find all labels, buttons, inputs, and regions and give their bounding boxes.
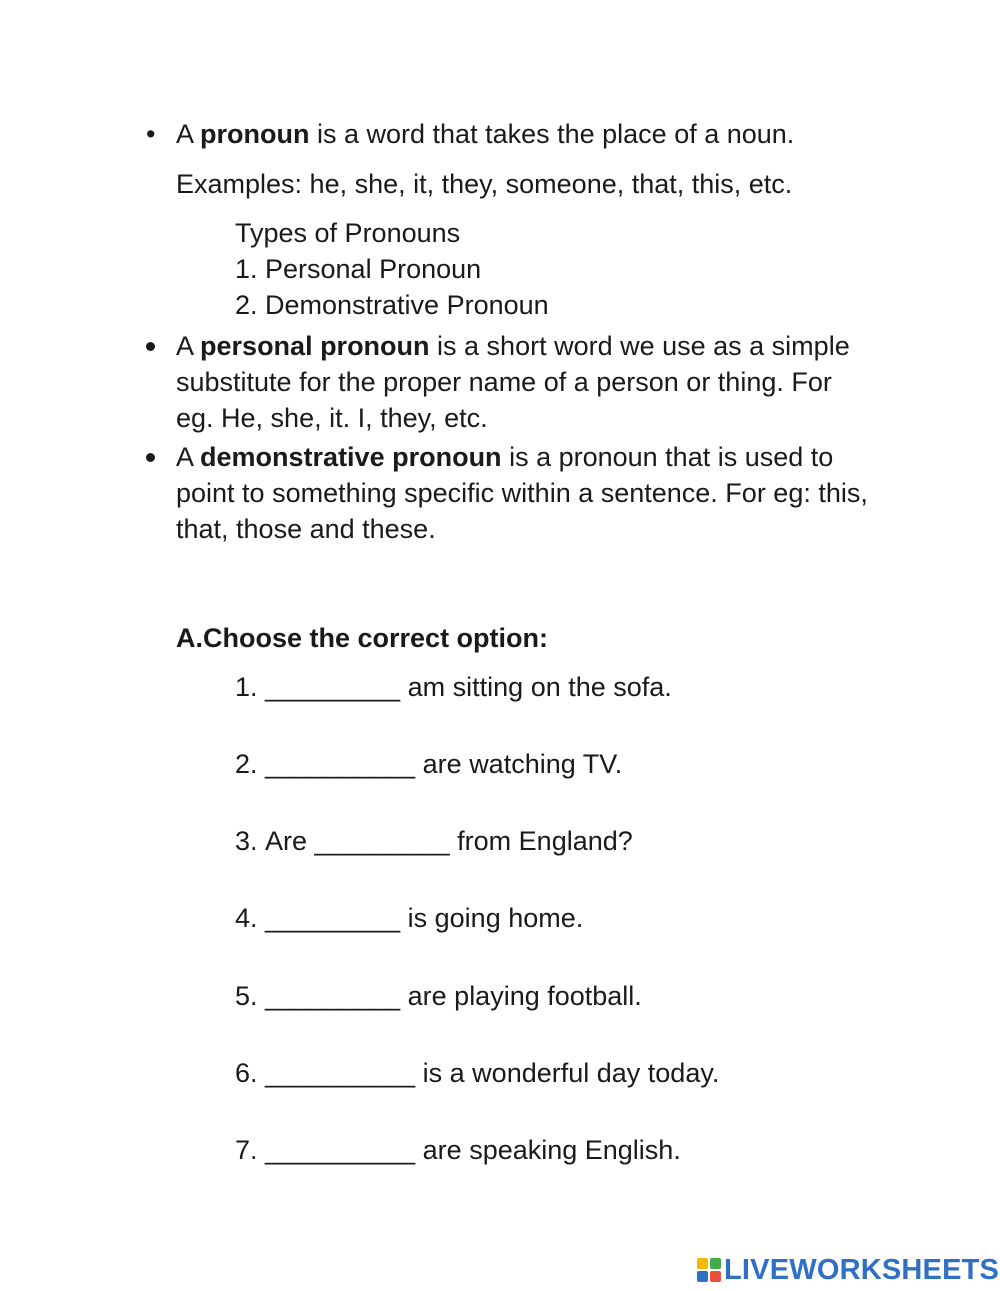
type-item: 1. Personal Pronoun — [235, 254, 482, 284]
question-item: 3. Are _________ from England? — [235, 826, 633, 856]
pronoun-definition: A pronoun is a word that takes the place of a noun. — [176, 119, 795, 149]
examples-line: Examples: he, she, it, they, someone, that, this, etc. — [176, 169, 793, 199]
bullet-dot — [146, 342, 155, 351]
types-title: Types of Pronouns — [235, 218, 461, 248]
question-text: __________ are speaking English. — [265, 1135, 681, 1165]
brand-name: LIVEWORKSHEETS — [724, 1253, 1000, 1286]
liveworksheets-logo[interactable] — [697, 1255, 999, 1285]
personal-pronoun-definition: A personal pronoun is a short word we use as a simple substitute for the proper name of a person or thing. For eg. He, she, it. I, they, etc. — [176, 331, 850, 433]
question-text: Are _________ from England? — [265, 826, 633, 856]
term-personal-pronoun: personal pronoun — [200, 331, 430, 361]
question-item: 1. _________ am sitting on the sofa. — [235, 672, 672, 702]
term-pronoun: pronoun — [200, 119, 310, 149]
question-text: _________ am sitting on the sofa. — [265, 672, 672, 702]
question-text: _________ is going home. — [265, 903, 584, 933]
bullet-dot: • — [146, 119, 156, 149]
question-item: 2. __________ are watching TV. — [235, 749, 623, 779]
question-text: __________ is a wonderful day today. — [265, 1058, 720, 1088]
exercise-heading: A.Choose the correct option: — [176, 623, 549, 653]
bullet-dot — [146, 453, 155, 462]
type-item: 2. Demonstrative Pronoun — [235, 290, 549, 320]
question-text: __________ are watching TV. — [265, 749, 623, 779]
question-text: _________ are playing football. — [265, 981, 642, 1011]
question-item: 7. __________ are speaking English. — [235, 1135, 681, 1165]
demonstrative-pronoun-definition: A demonstrative pronoun is a pronoun that is used to point to something specific within a sentence. For eg: this, that, those and these. — [176, 442, 868, 544]
question-item: 5. _________ are playing football. — [235, 981, 642, 1011]
term-demonstrative-pronoun: demonstrative pronoun — [200, 442, 502, 472]
liveworksheets-logo-icon — [697, 1258, 721, 1282]
question-item: 6. __________ is a wonderful day today. — [235, 1058, 720, 1088]
question-item: 4. _________ is going home. — [235, 903, 584, 933]
